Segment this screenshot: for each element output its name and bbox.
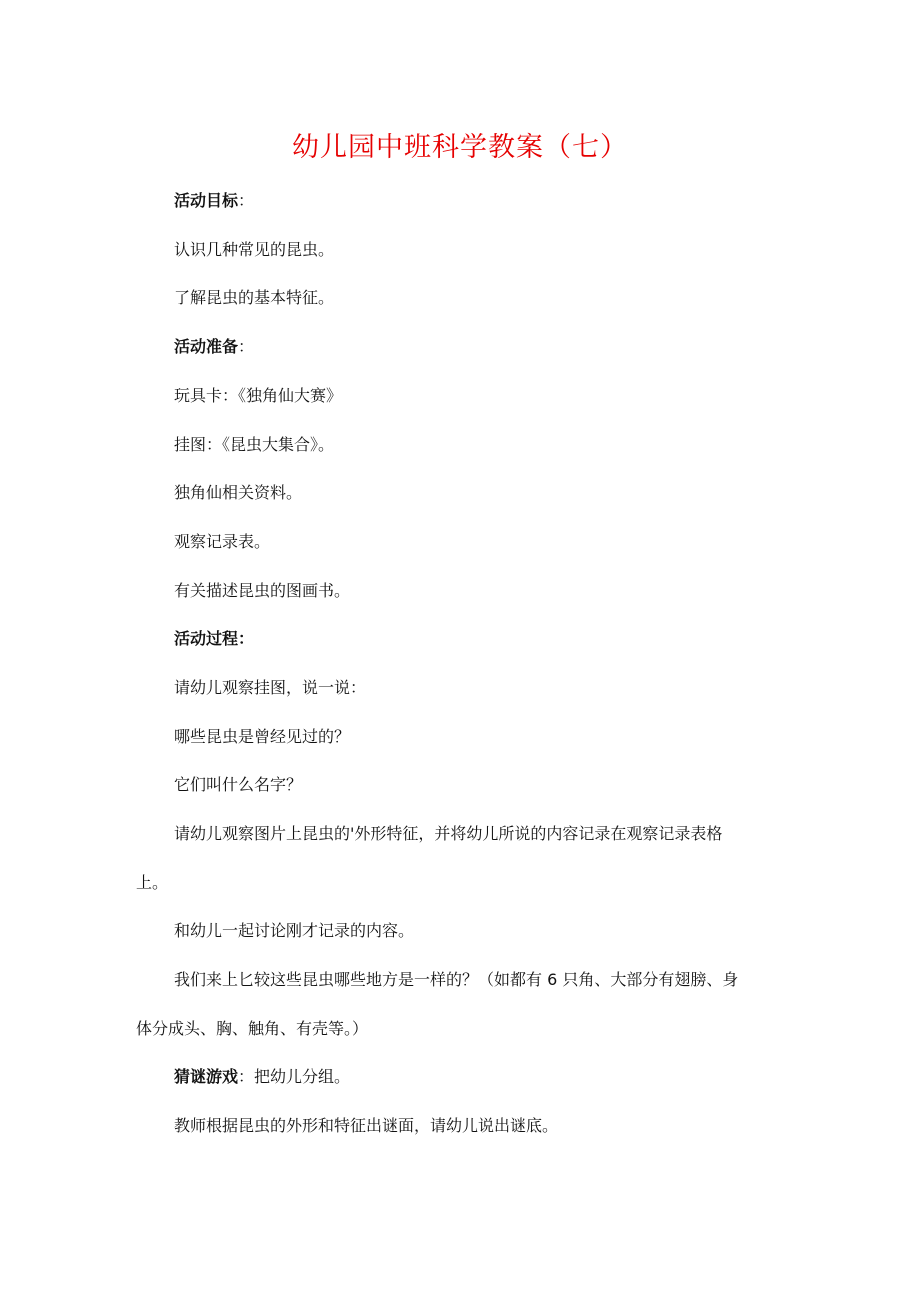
page-title: 幼儿园中班科学教案（七） xyxy=(292,132,628,163)
section-heading: 猜谜游戏 xyxy=(174,1067,239,1086)
section-heading: 活动目标 xyxy=(174,191,239,210)
paragraph: 玩具卡：《独角仙大赛》 xyxy=(174,386,343,405)
paragraph: 请幼儿观察图片上昆虫的'外形特征，并将幼儿所说的内容记录在观察记录表格 xyxy=(174,824,723,843)
paragraph: 了解昆虫的基本特征。 xyxy=(174,288,335,307)
paragraph-continuation: 上。 xyxy=(136,873,169,892)
paragraph: 观察记录表。 xyxy=(174,532,271,551)
heading-colon: ： xyxy=(238,337,255,356)
prep-heading-line xyxy=(174,336,254,358)
paragraph: 挂图：《昆虫大集合》。 xyxy=(174,435,335,454)
paragraph: 教师根据昆虫的外形和特征出谜面，请幼儿说出谜底。 xyxy=(174,1116,559,1135)
paragraph: 和幼儿一起讨论刚才记录的内容。 xyxy=(174,921,415,940)
paragraph: 我们来上匕较这些昆虫哪些地方是一样的？（如都有 6 只角、大部分有翅膀、身 xyxy=(174,970,739,989)
paragraph: 它们叫什么名字？ xyxy=(174,775,303,794)
goals-heading-line xyxy=(174,190,254,212)
paragraph: 哪些昆虫是曾经见过的？ xyxy=(174,727,351,746)
paragraph-continuation: 体分成头、胸、触角、有壳等。） xyxy=(136,1019,369,1038)
section-heading: 活动准备 xyxy=(174,337,239,356)
paragraph: 独角仙相关资料。 xyxy=(174,483,303,502)
game-intro-text: ：把幼儿分组。 xyxy=(238,1067,351,1086)
paragraph: 认识几种常见的昆虫。 xyxy=(174,240,335,259)
paragraph: 有关描述昆虫的图画书。 xyxy=(174,581,351,600)
game-heading-line xyxy=(174,1066,350,1088)
paragraph: 请幼儿观察挂图，说一说： xyxy=(174,678,367,697)
section-heading: 活动过程： xyxy=(174,629,255,648)
heading-colon: ： xyxy=(238,191,255,210)
